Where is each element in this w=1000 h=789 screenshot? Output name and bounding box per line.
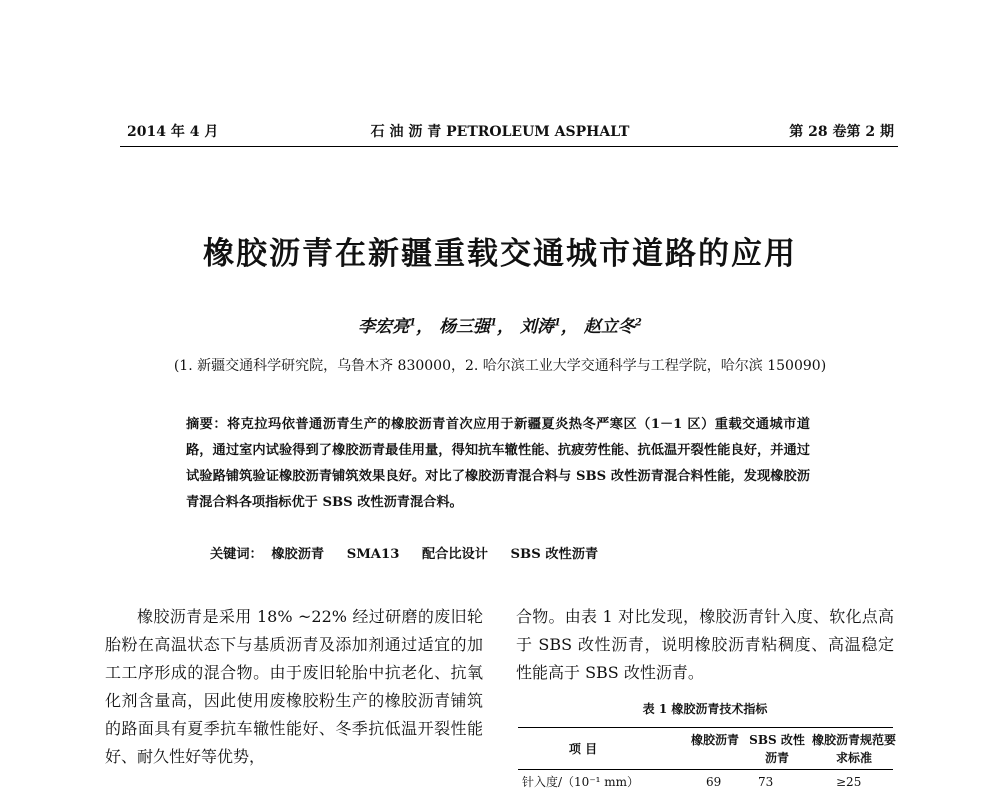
keyword: 配合比设计 <box>422 547 488 562</box>
author-name: 刘涛 <box>519 317 554 337</box>
table-header-rule <box>518 769 893 770</box>
table-header-item: 项 目 <box>568 742 598 756</box>
abstract-label: 摘要： <box>186 417 228 432</box>
table-cell: 针入度/（10⁻¹ mm） <box>522 775 640 789</box>
author-mark: 1 <box>490 317 498 329</box>
table-header-rubber: 橡胶沥青 <box>690 733 739 747</box>
table-header-spec: 橡胶沥青规范要求标准 <box>812 733 897 765</box>
table-cell: ≥25 <box>836 775 862 789</box>
header-journal: 石 油 沥 青 PETROLEUM ASPHALT <box>370 124 630 140</box>
keyword: SMA13 <box>346 547 400 562</box>
table-header-sbs: SBS 改性沥青 <box>749 733 805 765</box>
table-cell: 69 <box>706 775 722 789</box>
author-list: 李宏亮$^1$， 杨三强$^1$， 刘涛$^1$， 赵立冬$^2$ <box>358 317 642 337</box>
author-name: 李宏亮 <box>358 317 410 337</box>
table-cell: 73 <box>758 775 774 789</box>
table-top-rule <box>518 727 893 728</box>
header-date: 2014 年 4 月 <box>127 124 219 140</box>
header-rule <box>120 146 898 147</box>
paper-title: 橡胶沥青在新疆重载交通城市道路的应用 <box>203 236 797 272</box>
author-mark: 1 <box>409 317 417 329</box>
author-name: 杨三强 <box>439 317 491 337</box>
keywords <box>210 543 616 562</box>
abstract <box>186 412 810 516</box>
affiliation: (1. 新疆交通科学研究院，乌鲁木齐 830000，2. 哈尔滨工业大学交通科学与工程学院，哈尔滨 150090) <box>173 358 827 374</box>
keyword: 橡胶沥青 <box>271 547 325 562</box>
author-mark: 2 <box>634 317 642 329</box>
table-title: 表 1 橡胶沥青技术指标 <box>642 702 768 716</box>
abstract-text: 将克拉玛依普通沥青生产的橡胶沥青首次应用于新疆夏炎热冬严寒区（1－1 区）重载交通城市道路，通过室内试验得到了橡胶沥青最佳用量，得知抗车辙性能、抗疲劳性能、抗低温开裂性能良好，并通过试验路铺筑验证橡胶沥青铺筑效果良好。对比了橡胶沥青混合料与 SBS 改性沥青混合料性能，发现橡胶沥青混合料各项指标优于 SBS 改性沥青混合料。 <box>186 417 810 510</box>
keywords-label: 关键词： <box>210 547 263 562</box>
author-name: 赵立冬 <box>583 317 635 337</box>
body-column-right: 合物。由表 1 对比发现，橡胶沥青针入度、软化点高于 SBS 改性沥青，说明橡胶沥青粘稠度、高温稳定性能高于 SBS 改性沥青。 <box>516 607 894 682</box>
author-mark: 1 <box>553 317 561 329</box>
body-column-left: 橡胶沥青是采用 18% ~22% 经过研磨的废旧轮胎粉在高温状态下与基质沥青及添加剂通过适宜的加工工序形成的混合物。由于废旧轮胎中抗老化、抗氧化剂含量高，因此使用废橡胶粉生产的橡胶沥青铺筑的路面具有夏季抗车辙性能好、冬季抗低温开裂性能好、耐久性好等优势， <box>105 607 483 766</box>
keyword: SBS 改性沥青 <box>510 547 599 562</box>
header-volume: 第 28 卷第 2 期 <box>789 124 894 140</box>
